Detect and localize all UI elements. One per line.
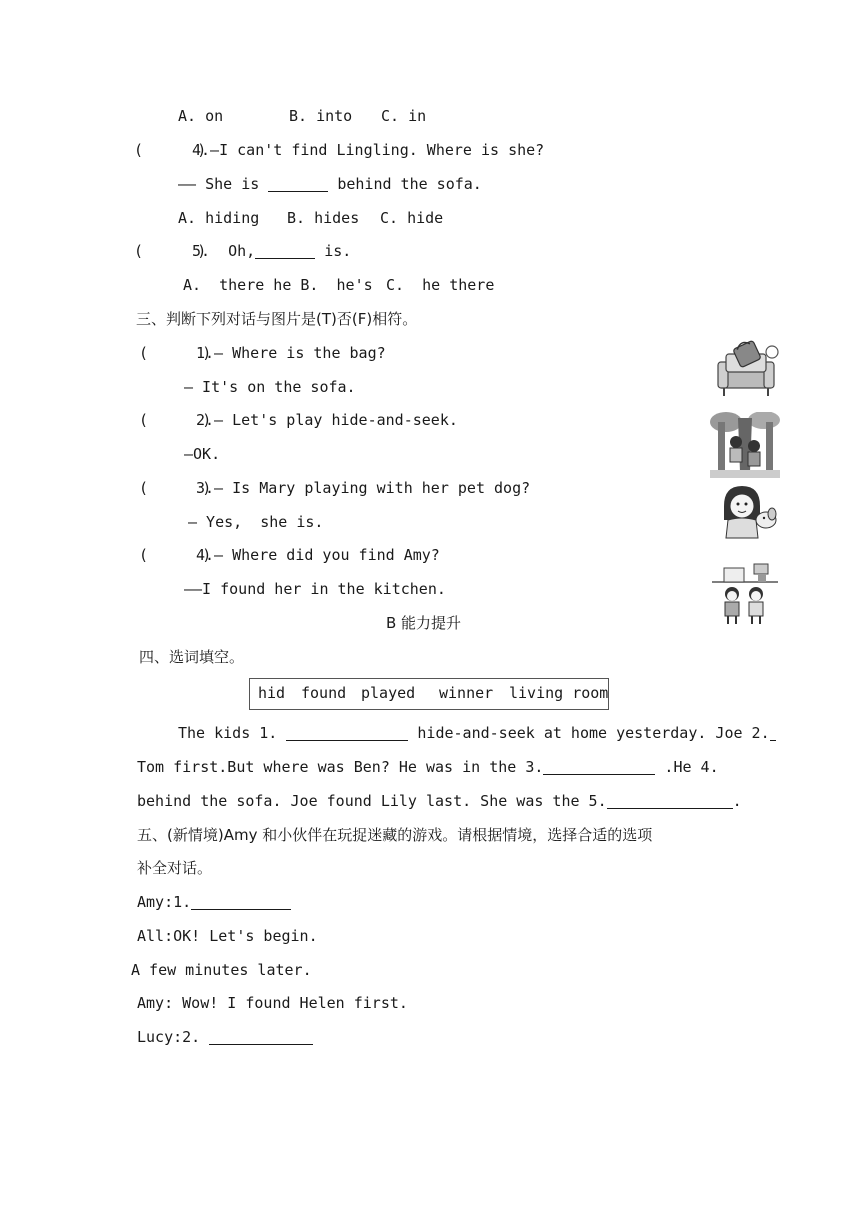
q5-option-c: C. he there [386,276,495,294]
section5-heading: 五、(新情境)Amy 和小伙伴在玩捉迷藏的游戏。请根据情境，选择合适的选项 [137,826,653,844]
q4-answer-prefix: —— She is [178,175,260,193]
word-bank-word: found [301,684,347,702]
passage-blank-3[interactable] [543,758,655,775]
s3-item2-paren[interactable]: ( ) [139,411,212,429]
passage-l2-b: .He 4. [664,758,719,776]
s3-item3-paren[interactable]: ( ) [139,479,212,497]
dialogue-lucy-text: Lucy:2. [137,1028,201,1046]
dialogue-narration: A few minutes later. [131,961,312,979]
word-bank-word: living room [509,684,609,702]
s3-item4-answer: ——I found her in the kitchen. [184,580,446,598]
s3-item1-answer: — It's on the sofa. [184,378,356,396]
passage-l1-suffix: hide-and-seek at home yesterday. Joe 2. [417,724,770,742]
passage-l1-prefix: The kids 1. [178,724,278,742]
passage-blank-1[interactable] [286,724,408,741]
girls-in-kitchen-icon [710,560,780,628]
s3-item3-question: 3.— Is Mary playing with her pet dog? [196,479,531,497]
q3-option-b: B. into [289,107,353,125]
dialogue-amy-2: Amy: Wow! I found Helen first. [137,994,408,1012]
q4-answer-line [178,174,482,194]
q5-blank[interactable] [255,242,315,259]
q5-stem-prefix: 5. Oh, [192,242,256,260]
passage-line-1 [178,723,776,743]
s3-item2-question: 2.— Let's play hide-and-seek. [196,411,458,429]
q3-option-a: A. on [178,107,224,125]
dialogue-all: All:OK! Let's begin. [137,927,318,945]
dialogue-lucy [137,1027,313,1047]
section3-heading: 三、判断下列对话与图片是(T)否(F)相符。 [136,310,418,328]
word-bank-word: winner [439,684,494,702]
q4-option-a: A. hiding [178,209,260,227]
passage-blank-5[interactable] [607,792,733,809]
q4-answer-paren[interactable]: ( ) [134,141,207,159]
q5-option-ab: A. there he B. he's [183,276,373,294]
q4-answer-suffix: behind the sofa. [337,175,482,193]
word-bank-word: hid [258,684,286,702]
passage-blank-2[interactable] [770,724,776,741]
s3-item1-question: 1.— Where is the bag? [196,344,386,362]
s3-item4-paren[interactable]: ( ) [139,546,212,564]
q3-option-c: C. in [381,107,427,125]
passage-line-2 [137,757,719,777]
part-b-title: B 能力提升 [386,614,462,632]
word-bank-word: played [361,684,416,702]
word-bank [249,678,609,710]
passage-line-3 [137,791,742,811]
q4-option-c: C. hide [380,209,444,227]
sofa-with-bag-icon [712,340,780,402]
children-hiding-behind-tree-icon [710,412,780,478]
dialogue-blank-1[interactable] [191,893,291,910]
q4-blank[interactable] [268,175,328,192]
passage-l2-a: Tom first.But where was Ben? He was in the 3. [137,758,544,776]
q5-stem-suffix: is. [324,242,352,260]
s3-item3-answer: — Yes, she is. [188,513,324,531]
s3-item4-question: 4.— Where did you find Amy? [196,546,440,564]
girl-with-dog-icon [714,482,780,540]
section4-heading: 四、选词填空。 [139,648,245,666]
q4-stem: 4.—I can't find Lingling. Where is she? [192,141,545,159]
q5-stem-line [192,241,351,261]
q4-option-b: B. hides [287,209,360,227]
dialogue-amy-1 [137,892,291,912]
dialogue-blank-2[interactable] [209,1028,313,1045]
dialogue-amy-1-text: Amy:1. [137,893,192,911]
s3-item2-answer: —OK. [184,445,221,463]
s3-item1-paren[interactable]: ( ) [139,344,212,362]
q5-answer-paren[interactable]: ( ) [134,242,207,260]
passage-l3-a: behind the sofa. Joe found Lily last. She was the 5. [137,792,607,810]
section5-heading-cont: 补全对话。 [137,859,213,877]
passage-l3-b: . [732,792,742,810]
